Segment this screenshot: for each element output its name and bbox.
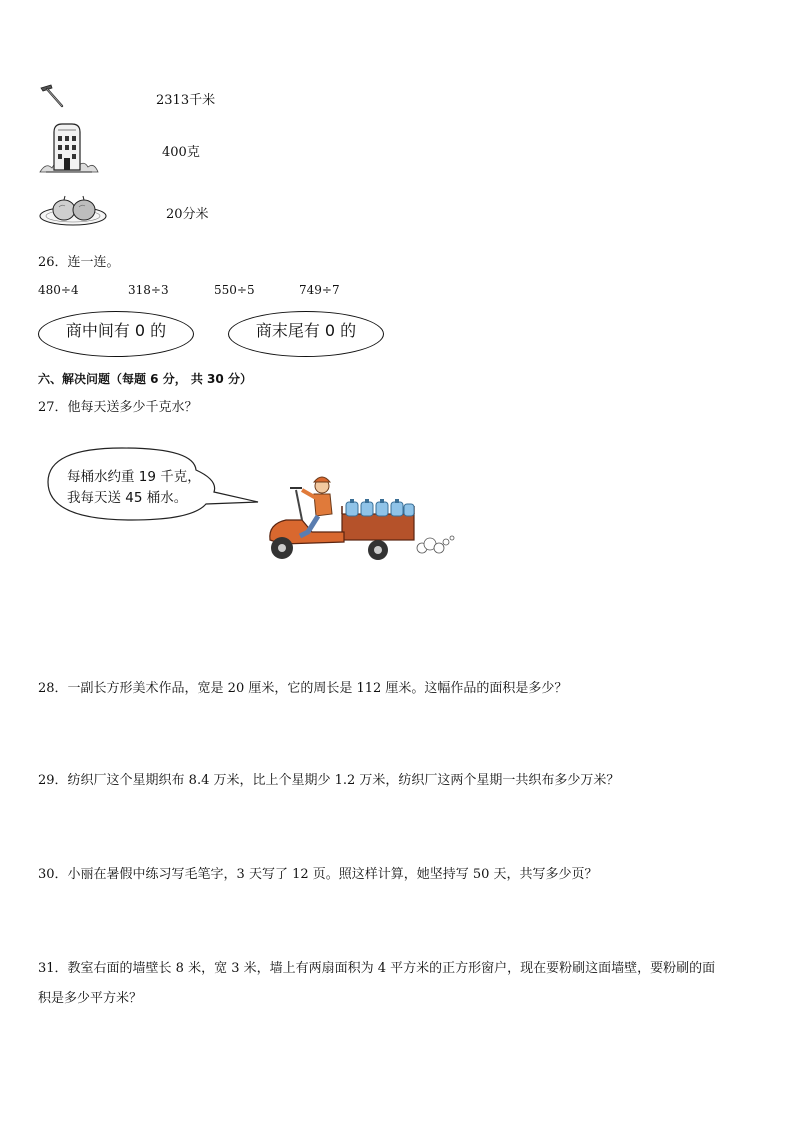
apples-on-plate-icon	[38, 192, 108, 228]
expression-1: 480÷4	[38, 283, 79, 297]
bubble-text-2: 我每天送 45 桶水。	[67, 490, 188, 506]
building-icon	[38, 120, 100, 176]
match-value-1: 2313千米	[156, 93, 216, 108]
q30-text: 30．小丽在暑假中练习写毛笔字，3 天写了 12 页。照这样计算，她坚持写 50 天，共写多少页？	[38, 867, 598, 882]
match-value-3: 20分米	[166, 207, 209, 222]
q31-line2: 积是多少平方米？	[38, 991, 143, 1006]
nail-icon	[38, 82, 68, 110]
q29-text: 29．纺织厂这个星期织布 8.4 万米，比上个星期少 1.2 万米，纺织厂这两个星期一共织布多少万米？	[38, 773, 620, 788]
q28-text: 28．一副长方形美术作品，宽是 20 厘米，它的周长是 112 厘米。这幅作品的面积是多少？	[38, 681, 568, 696]
q26-title: 26．连一连。	[38, 255, 120, 270]
expression-2: 318÷3	[128, 283, 169, 297]
bubble-text-1: 每桶水约重 19 千克，	[67, 469, 201, 485]
oval-middle-zero	[38, 311, 194, 357]
expression-4: 749÷7	[299, 283, 340, 297]
oval-end-zero	[228, 311, 384, 357]
oval-label-1: 商中间有 0 的	[65, 321, 167, 340]
match-value-2: 400克	[162, 145, 200, 160]
q27-title: 27．他每天送多少千克水？	[38, 400, 198, 415]
q31-line1: 31．教室右面的墙壁长 8 米，宽 3 米，墙上有两扇面积为 4 平方米的正方形窗户，现在要粉刷这面墙壁，要粉刷的面	[38, 961, 716, 976]
expression-3: 550÷5	[214, 283, 255, 297]
water-delivery-tricycle-icon	[262, 470, 458, 568]
section-title: 六、解决问题（每题 6 分， 共 30 分）	[38, 372, 252, 386]
oval-label-2: 商末尾有 0 的	[255, 321, 357, 340]
